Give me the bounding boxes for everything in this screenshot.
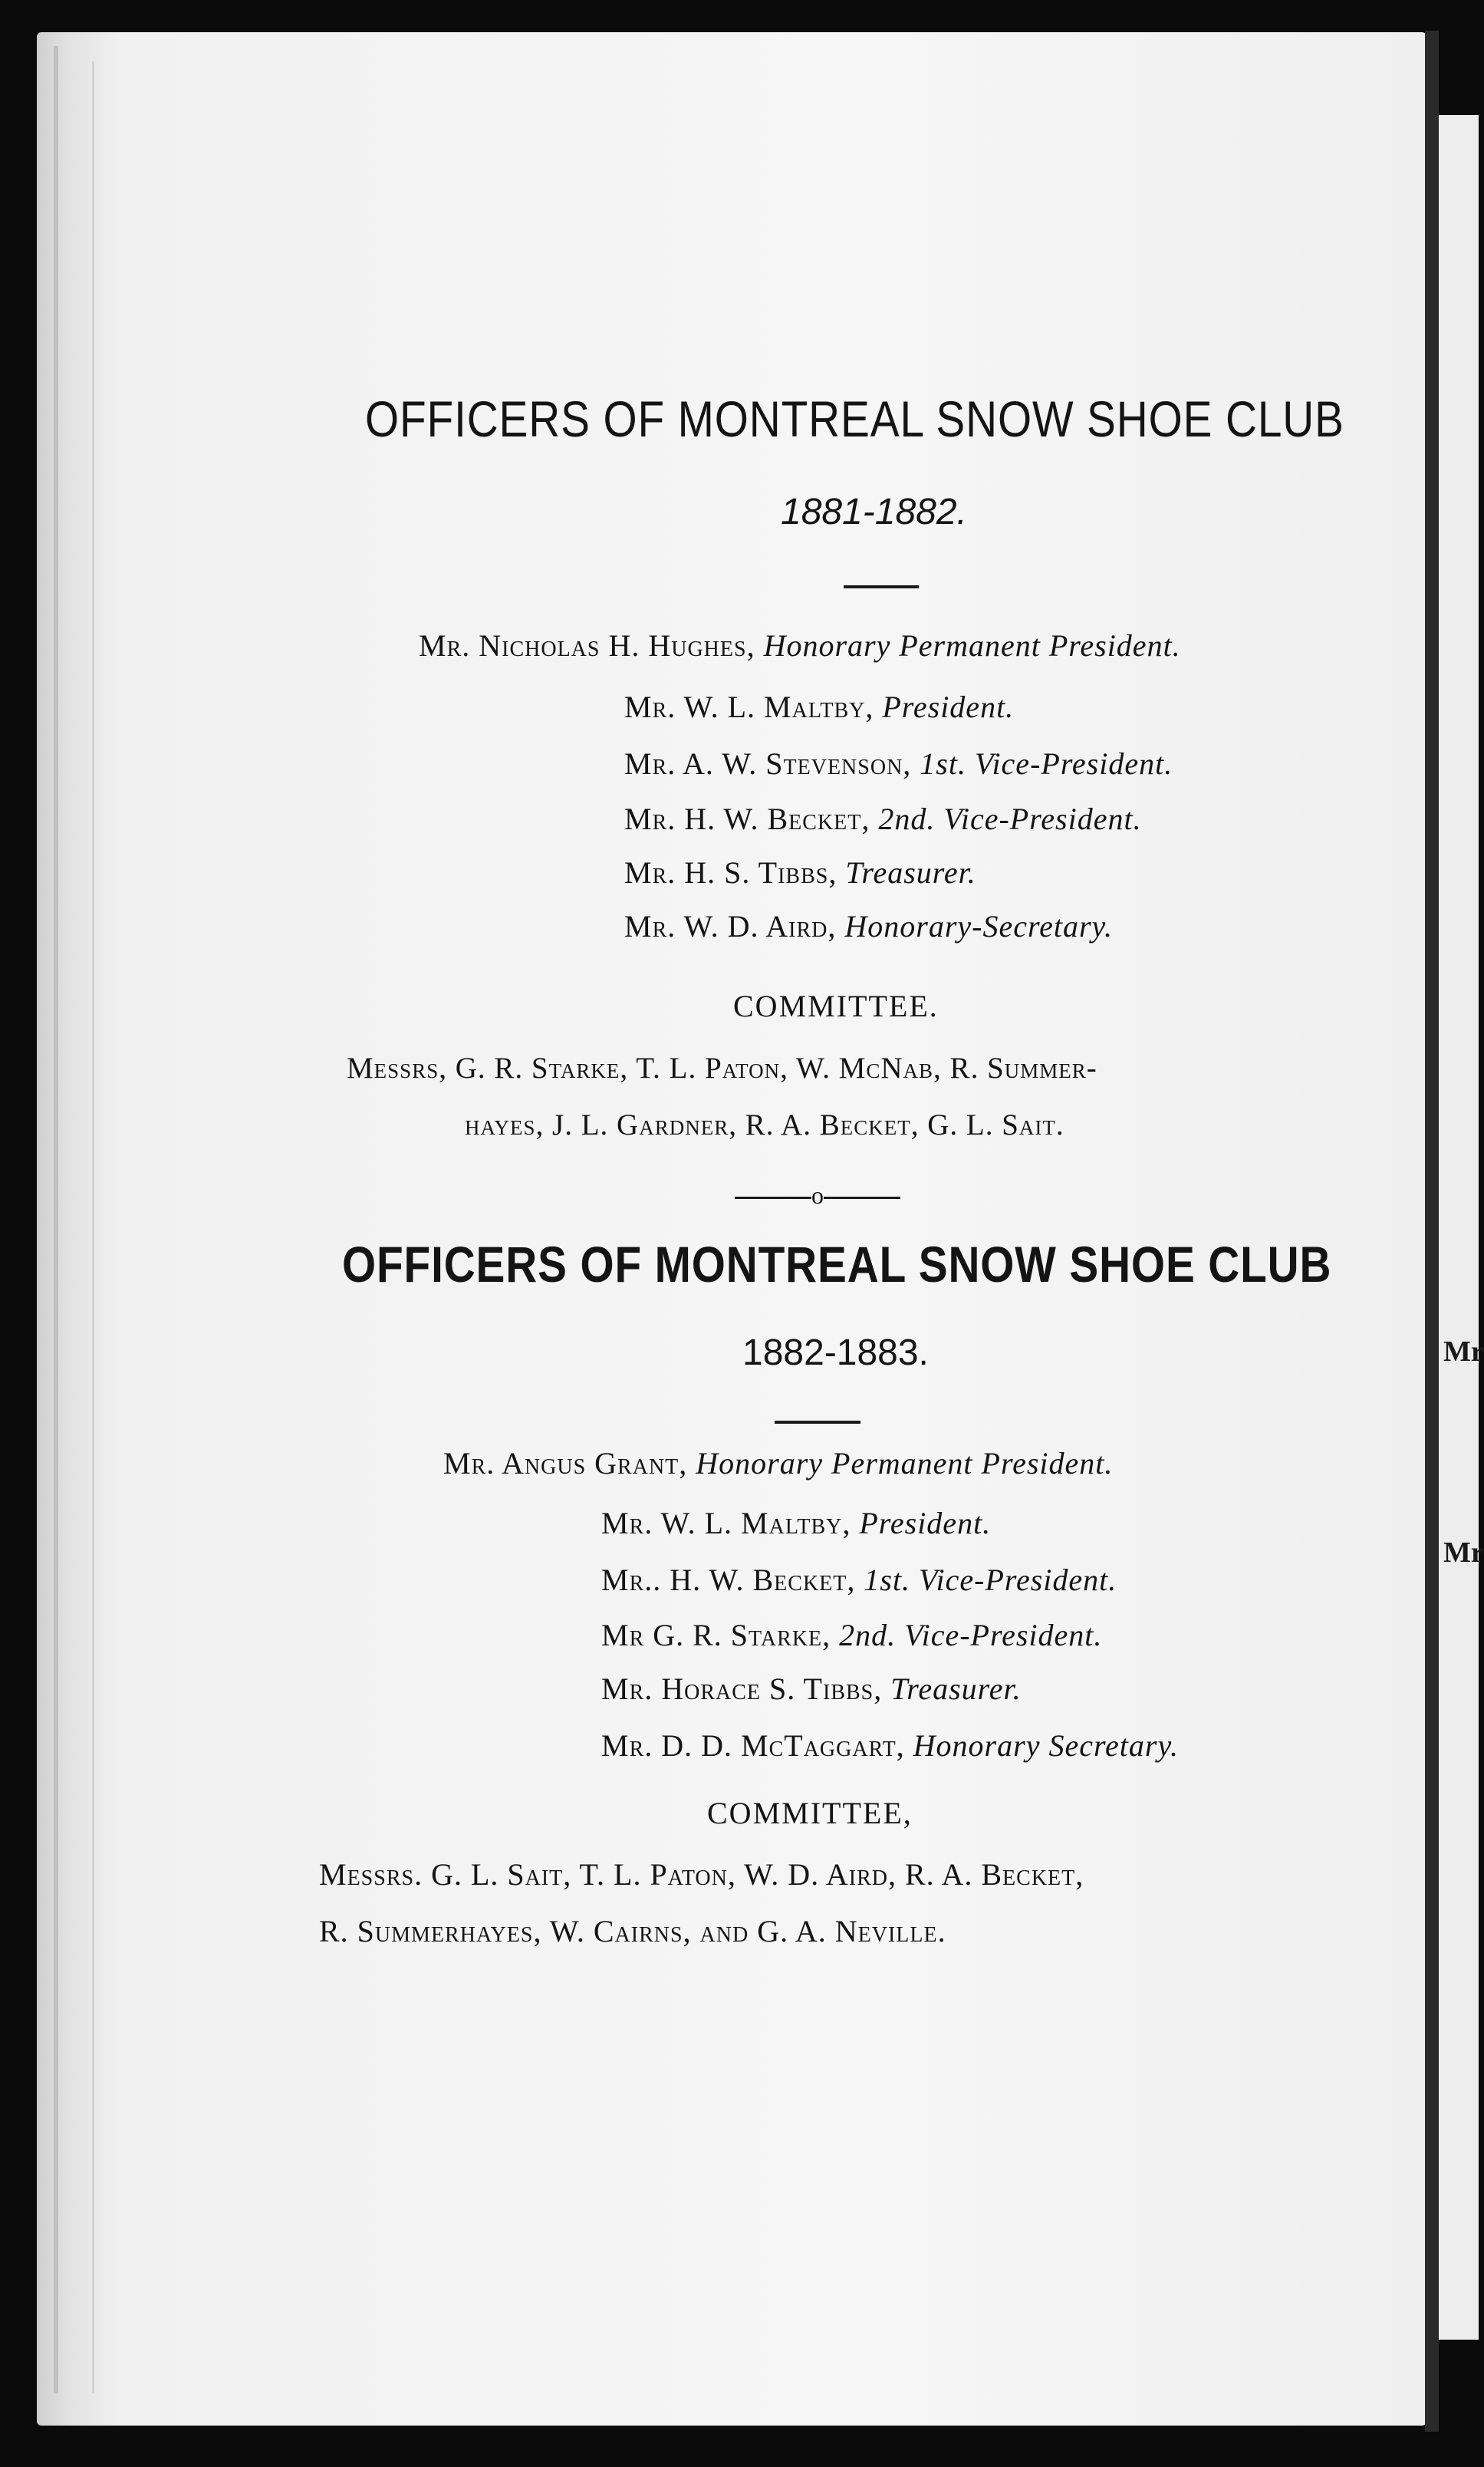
separator-glyph: o	[811, 1181, 824, 1209]
officer-role: Honorary Permanent President.	[763, 628, 1181, 663]
section-title-1882: OFFICERS OF MONTREAL SNOW SHOE CLUB	[342, 1236, 1332, 1293]
committee-line: R. Summerhayes, W. Cairns, and G. A. Neville.	[319, 1914, 946, 1948]
officer-role: Honorary Permanent President.	[696, 1446, 1114, 1481]
officer-line	[624, 801, 1142, 837]
officer-line	[601, 1728, 1179, 1764]
section-separator	[735, 1181, 900, 1210]
officer-role: Honorary-Secretary.	[844, 909, 1114, 944]
officer-line	[443, 1445, 1113, 1481]
officer-role: 2nd. Vice-President.	[839, 1618, 1103, 1652]
officer-role: 1st. Vice-President.	[864, 1563, 1117, 1597]
title-rule	[844, 585, 919, 588]
section-title-1881: OFFICERS OF MONTREAL SNOW SHOE CLUB	[365, 390, 1344, 447]
page-gutter	[1425, 31, 1439, 2432]
officer-role: Treasurer.	[845, 855, 976, 890]
officer-line	[624, 908, 1113, 944]
officer-name: Mr. A. W. Stevenson,	[624, 746, 912, 781]
officer-name: Mr. W. L. Maltby,	[624, 690, 874, 724]
officer-name: Mr. D. D. McTaggart,	[601, 1728, 905, 1763]
adjacent-page-fragment: Mr	[1443, 1336, 1484, 1368]
adjacent-page-strip	[1439, 115, 1479, 2340]
officer-name: Mr.. H. W. Becket,	[601, 1563, 856, 1597]
officer-name: Mr. Horace S. Tibbs,	[601, 1672, 883, 1706]
officer-line	[419, 627, 1181, 664]
committee-heading: COMMITTEE,	[707, 1796, 913, 1830]
officer-role: 2nd. Vice-President.	[878, 802, 1142, 836]
title-rule	[775, 1421, 860, 1424]
officer-role: Treasurer.	[890, 1672, 1022, 1706]
section-years-1882: 1882-1883.	[742, 1332, 929, 1373]
officer-role: President.	[882, 690, 1015, 724]
officer-line	[601, 1505, 991, 1541]
page-binding-edge-inner	[92, 61, 94, 2393]
officer-name: Mr G. R. Starke,	[601, 1618, 831, 1652]
officer-line	[601, 1617, 1102, 1653]
officer-name: Mr. W. D. Aird,	[624, 909, 837, 944]
officer-line	[601, 1562, 1117, 1598]
committee-line: Messrs. G. L. Sait, T. L. Paton, W. D. Aird, R. A. Becket,	[319, 1857, 1084, 1892]
officer-name: Mr. Nicholas H. Hughes,	[419, 628, 755, 663]
officer-line	[624, 855, 976, 891]
officer-role: Honorary Secretary.	[913, 1728, 1180, 1763]
officer-line	[624, 689, 1014, 725]
officer-role: President.	[859, 1506, 992, 1540]
committee-heading: COMMITTEE.	[733, 989, 939, 1023]
officer-name: Mr. H. W. Becket,	[624, 802, 870, 836]
section-years-1881: 1881-1882.	[781, 492, 967, 532]
officer-line	[624, 746, 1173, 782]
officer-name: Mr. H. S. Tibbs,	[624, 855, 837, 890]
officer-name: Mr. Angus Grant,	[443, 1446, 688, 1481]
officer-role: 1st. Vice-President.	[920, 746, 1173, 781]
committee-line: hayes, J. L. Gardner, R. A. Becket, G. L. Sait.	[465, 1108, 1064, 1141]
adjacent-page-fragment: Mr	[1443, 1537, 1484, 1569]
committee-line: Messrs, G. R. Starke, T. L. Paton, W. McNab, R. Summer-	[347, 1052, 1097, 1085]
officer-line	[601, 1671, 1022, 1707]
page-binding-edge	[54, 46, 58, 2393]
officer-name: Mr. W. L. Maltby,	[601, 1506, 851, 1540]
